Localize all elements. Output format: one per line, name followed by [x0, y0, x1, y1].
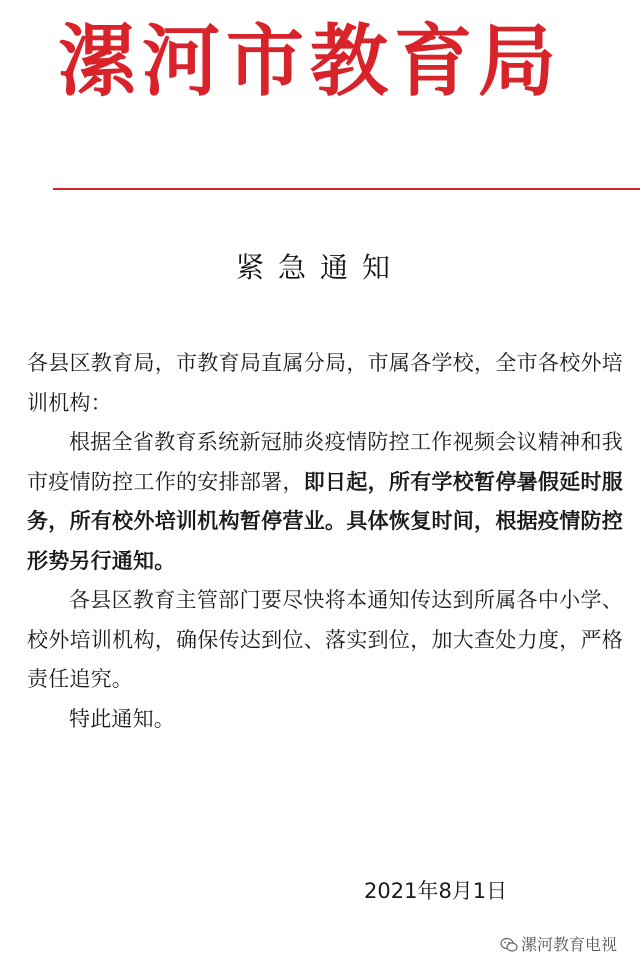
- wechat-icon: [500, 937, 518, 953]
- notice-salutation: 各县区教育局，市教育局直属分局，市属各学校，全市各校外培训机构：: [27, 351, 623, 415]
- notice-title: 紧急通知: [235, 251, 404, 284]
- source-watermark: [500, 932, 617, 958]
- notice-paragraph-2: 各县区教育主管部门要尽快将本通知传达到所属各中小学、校外培训机构，确保传达到位、落实到位，加大查处力度，严格责任追究。: [27, 588, 623, 691]
- letterhead-title: 漯河市教育局: [57, 16, 562, 107]
- notice-paragraph-1-text: 根据全省教育系统新冠肺炎疫情防控工作视频会议精神和我市疫情防控工作的安排部署，: [27, 430, 623, 494]
- letterhead-divider: [53, 188, 640, 190]
- watermark-text: 漯河教育电视: [521, 935, 618, 954]
- notice-paragraph-1-emphasis: 即日起，所有学校暂停暑假延时服务，所有校外培训机构暂停营业。具体恢复时间，根据疫情防控形势另行通知。: [27, 469, 623, 573]
- notice-paragraph-1: [27, 423, 623, 581]
- notice-body: [27, 344, 623, 739]
- notice-date: 2021年8月1日: [364, 879, 508, 903]
- notice-closing: 特此通知。: [69, 706, 175, 731]
